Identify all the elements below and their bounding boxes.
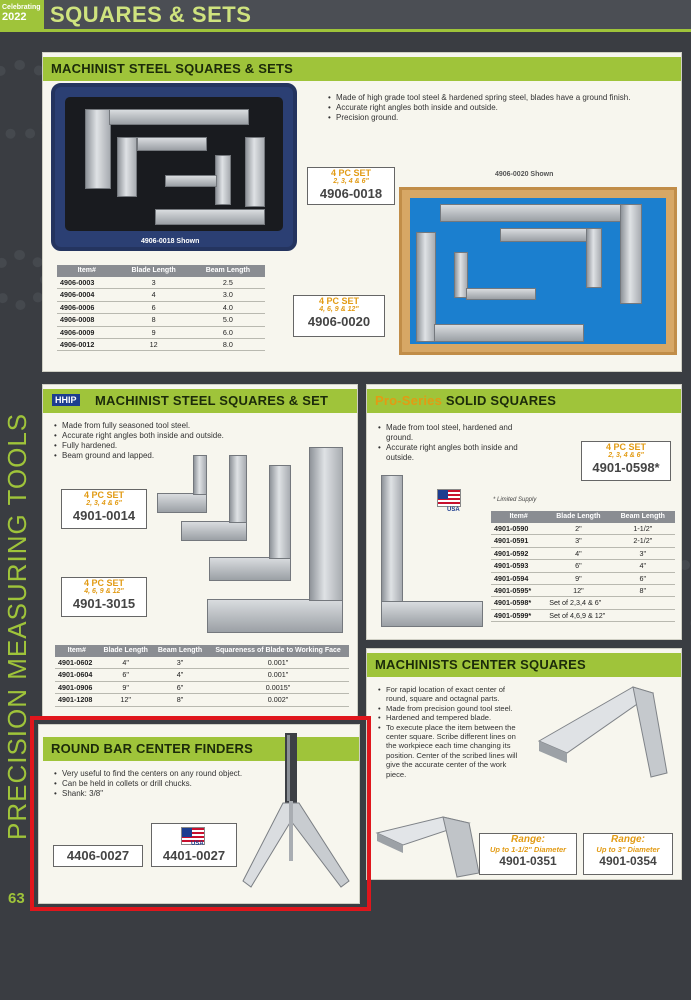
table-row	[57, 314, 265, 326]
section-machinists-center-squares	[366, 648, 682, 880]
square-beam	[434, 324, 584, 342]
feature-item: • Made from tool steel, hardened and ground.	[377, 423, 525, 443]
side-category-text: PRECISION MEASURING TOOLS	[2, 412, 32, 840]
table-cell: 6"	[99, 669, 153, 681]
table-row	[491, 523, 675, 535]
section-title-main: SOLID SQUARES	[445, 393, 557, 408]
table-cell: 4.0	[191, 301, 265, 313]
square-beam	[440, 204, 640, 222]
set-tag-title: 4 PC SET	[83, 578, 124, 588]
table-cell: 6"	[546, 560, 610, 572]
square-blade	[309, 447, 343, 601]
table-row	[491, 572, 675, 584]
set-tag	[61, 577, 147, 617]
feature-list	[377, 423, 525, 463]
feature-item: • Shank: 3/8"	[53, 789, 343, 799]
table-cell: 4"	[153, 669, 207, 681]
feature-item: • Accurate right angles both inside and outside.	[53, 431, 263, 441]
table-cell: 4901-0591	[491, 535, 546, 547]
spec-table	[55, 645, 349, 707]
table-cell: 4901-1208	[55, 694, 99, 706]
celebrating-year: 2022	[2, 11, 27, 23]
feature-item: • Accurate right angles both inside and outside.	[327, 103, 677, 113]
set-tag-title: 4 PC SET	[318, 296, 359, 306]
section-title: ROUND BAR CENTER FINDERS	[51, 741, 253, 756]
table-row	[57, 277, 265, 289]
table-cell: 4901-0595*	[491, 585, 546, 597]
table-cell: 12	[117, 339, 191, 351]
square-beam	[181, 521, 247, 541]
table-cell: 8"	[153, 694, 207, 706]
square-beam	[209, 557, 291, 581]
set-tag-sizes: 2, 3, 4 & 6"	[86, 500, 122, 507]
table-cell: 4901-0593	[491, 560, 546, 572]
table-cell: 9	[117, 326, 191, 338]
table-cell: 4906-0003	[57, 277, 117, 289]
section-header	[367, 653, 681, 677]
table-row	[57, 339, 265, 351]
product-image-wood-box	[399, 187, 677, 355]
set-tag	[293, 295, 385, 337]
column-header: Blade Length	[99, 645, 153, 657]
table-cell: Set of 4,6,9 & 12"	[546, 609, 675, 621]
table-cell: 0.0015"	[207, 681, 349, 693]
table-cell: 3"	[153, 657, 207, 669]
set-tag-code: 4901-0014	[72, 508, 136, 523]
section-title-accent: Pro-Series	[375, 393, 443, 408]
set-tag-title: 4 PC SET	[330, 168, 371, 178]
table-cell: 8.0	[191, 339, 265, 351]
set-tag	[581, 441, 671, 481]
range-code: 4901-0351	[499, 854, 557, 868]
product-code: 4401-0027	[162, 848, 226, 863]
table-cell: 9"	[99, 681, 153, 693]
set-tag-code: 4906-0018	[319, 186, 383, 201]
limited-supply-note: * Limited Supply	[493, 497, 537, 503]
table-row	[491, 597, 675, 609]
page-header	[0, 0, 691, 32]
column-header: Beam Length	[191, 265, 265, 277]
usa-label: USA	[191, 841, 204, 847]
table-header-row	[491, 511, 675, 523]
section-title	[375, 393, 556, 408]
section-title: MACHINIST STEEL SQUARES & SET	[95, 393, 329, 408]
set-tag-sizes: 4, 6, 9 & 12"	[84, 588, 124, 595]
table-cell: 8	[117, 314, 191, 326]
table-row	[55, 657, 349, 669]
brand-logo: HHIP	[51, 393, 81, 407]
set-tag-title: 4 PC SET	[83, 490, 124, 500]
table-row	[491, 560, 675, 572]
celebrating-label: Celebrating	[2, 4, 41, 11]
table-row	[491, 609, 675, 621]
page-number: 63	[8, 890, 25, 907]
square-beam	[500, 228, 600, 242]
set-tag-code: 4901-3015	[72, 596, 136, 611]
table-cell: 3"	[546, 535, 610, 547]
square-blade	[269, 465, 291, 559]
range-code: 4901-0354	[599, 854, 657, 868]
square-beam	[155, 209, 265, 225]
table-cell: 2-1/2"	[611, 535, 675, 547]
table-cell: 4906-0006	[57, 301, 117, 313]
image-caption: 4906-0020 Shown	[495, 171, 554, 178]
feature-list	[377, 685, 525, 779]
case-foam	[65, 97, 283, 231]
feature-item: • Made from precision gound tool steel.	[377, 704, 525, 713]
table-cell: 1-1/2"	[611, 523, 675, 535]
table-cell: 4901-0592	[491, 547, 546, 559]
set-tag-code: 4901-0598*	[592, 460, 660, 475]
table-cell: 9"	[546, 572, 610, 584]
table-cell: 4901-0604	[55, 669, 99, 681]
product-code: 4406-0027	[66, 848, 130, 863]
product-image-case	[51, 83, 297, 251]
square-beam	[207, 599, 343, 633]
table-cell: 4"	[99, 657, 153, 669]
table-row	[55, 694, 349, 706]
table-cell: 4901-0599*	[491, 609, 546, 621]
section-header	[367, 389, 681, 413]
set-tag-sizes: 2, 3, 4 & 6"	[608, 452, 644, 459]
square-beam	[466, 288, 536, 300]
set-tag-title: 4 PC SET	[605, 442, 646, 452]
table-row	[57, 301, 265, 313]
table-row	[491, 535, 675, 547]
square-beam	[137, 137, 207, 151]
center-square-image	[533, 677, 673, 787]
table-row	[491, 547, 675, 559]
table-cell: 6	[117, 301, 191, 313]
square-blade	[245, 137, 265, 207]
center-square-image	[373, 813, 481, 881]
table-header-row	[55, 645, 349, 657]
square-beam	[157, 493, 207, 513]
set-tag	[61, 489, 147, 529]
highlight-frame	[30, 716, 371, 911]
table-cell: 2.5	[191, 277, 265, 289]
column-header: Squareness of Blade to Working Face	[207, 645, 349, 657]
usa-flag-icon	[437, 489, 461, 507]
spec-table	[491, 511, 675, 622]
table-cell: 8"	[611, 585, 675, 597]
table-cell: 4906-0009	[57, 326, 117, 338]
table-cell: 4901-0602	[55, 657, 99, 669]
set-tag	[307, 167, 395, 205]
square-blade	[85, 109, 111, 189]
table-cell: 0.001"	[207, 669, 349, 681]
celebrating-badge	[0, 0, 44, 32]
square-blade	[215, 155, 231, 205]
column-header: Beam Length	[611, 511, 675, 523]
table-cell: 0.001"	[207, 657, 349, 669]
table-cell: 6"	[153, 681, 207, 693]
table-cell: 2"	[546, 523, 610, 535]
feature-item: • Can be held in collets or drill chucks.	[53, 779, 343, 789]
square-blade	[416, 232, 436, 342]
range-tag	[583, 833, 673, 875]
table-row	[55, 669, 349, 681]
square-blade	[193, 455, 207, 495]
table-cell: 0.002"	[207, 694, 349, 706]
usa-label: USA	[447, 507, 460, 513]
range-value: Up to 1-1/2" Diameter	[489, 845, 567, 854]
box-foam	[410, 198, 666, 344]
square-beam	[165, 175, 217, 187]
feature-item: • Very useful to find the centers on any round object.	[53, 769, 343, 779]
table-cell: 4906-0004	[57, 289, 117, 301]
table-row	[57, 326, 265, 338]
feature-item: • Beam ground and lapped.	[53, 451, 263, 461]
section-title: MACHINIST STEEL SQUARES & SETS	[51, 61, 293, 76]
table-cell: 4906-0012	[57, 339, 117, 351]
range-label: Range:	[511, 834, 545, 845]
set-tag-sizes: 2, 3, 4 & 6"	[333, 178, 369, 185]
image-caption: 4906-0018 Shown	[137, 238, 203, 245]
center-square-leg	[443, 817, 479, 877]
table-cell: 6"	[611, 572, 675, 584]
section-header	[43, 389, 357, 413]
table-row	[55, 681, 349, 693]
feature-list	[327, 93, 677, 123]
table-cell: 5.0	[191, 314, 265, 326]
feature-item: • Precision ground.	[327, 113, 677, 123]
range-tag	[479, 833, 577, 875]
table-cell: 4901-0906	[55, 681, 99, 693]
table-cell: 4901-0594	[491, 572, 546, 584]
column-header: Item#	[55, 645, 99, 657]
spec-table	[57, 265, 265, 351]
table-cell: 12"	[546, 585, 610, 597]
square-blade	[620, 204, 642, 304]
table-cell: 3.0	[191, 289, 265, 301]
table-header-row	[57, 265, 265, 277]
range-label: Range:	[611, 834, 645, 845]
square-blade	[117, 137, 137, 197]
column-header: Beam Length	[153, 645, 207, 657]
table-cell: 12"	[99, 694, 153, 706]
section-pro-series-solid-squares	[366, 384, 682, 640]
table-cell: Set of 2,3,4 & 6"	[546, 597, 675, 609]
table-cell: 4"	[611, 560, 675, 572]
table-cell: 3"	[611, 547, 675, 559]
table-cell: 4906-0008	[57, 314, 117, 326]
feature-item: • For rapid location of exact center of round, square and octagnal parts.	[377, 685, 525, 704]
feature-item: • Made of high grade tool steel & hardened spring steel, blades have a ground finish.	[327, 93, 677, 103]
column-header: Blade Length	[546, 511, 610, 523]
page-title: SQUARES & SETS	[50, 2, 252, 27]
table-cell: 4"	[546, 547, 610, 559]
column-header: Item#	[491, 511, 546, 523]
feature-item: • To execute place the item between the center square. Scribe different lines on the workpiece each time changing its position. Center of the scribed lines will give the accurate center of the work piece.	[377, 723, 525, 779]
feature-item: • Hardened and tempered blade.	[377, 713, 525, 722]
table-cell: 3	[117, 277, 191, 289]
table-cell: 4901-0598*	[491, 597, 546, 609]
table-cell: 4	[117, 289, 191, 301]
square-blade	[586, 228, 602, 288]
table-cell: 4901-0590	[491, 523, 546, 535]
set-tag-sizes: 4, 6, 9 & 12"	[319, 306, 359, 313]
feature-item: • Made from fully seasoned tool steel.	[53, 421, 263, 431]
feature-item: • Fully hardened.	[53, 441, 263, 451]
solid-square-beam	[381, 601, 483, 627]
table-row	[491, 585, 675, 597]
set-tag-code: 4906-0020	[307, 314, 371, 329]
table-cell: 6.0	[191, 326, 265, 338]
center-square-leg	[633, 687, 667, 777]
section-hhip-squares-set	[42, 384, 358, 718]
section-header	[43, 57, 681, 81]
column-header: Blade Length	[117, 265, 191, 277]
square-beam	[109, 109, 249, 125]
range-value: Up to 3" Diameter	[596, 845, 660, 854]
square-blade	[229, 455, 247, 523]
section-title: MACHINISTS CENTER SQUARES	[375, 657, 586, 672]
column-header: Item#	[57, 265, 117, 277]
section-machinist-squares-sets	[42, 52, 682, 372]
table-row	[57, 289, 265, 301]
feature-item: • Accurate right angles both inside and outside.	[377, 443, 525, 463]
